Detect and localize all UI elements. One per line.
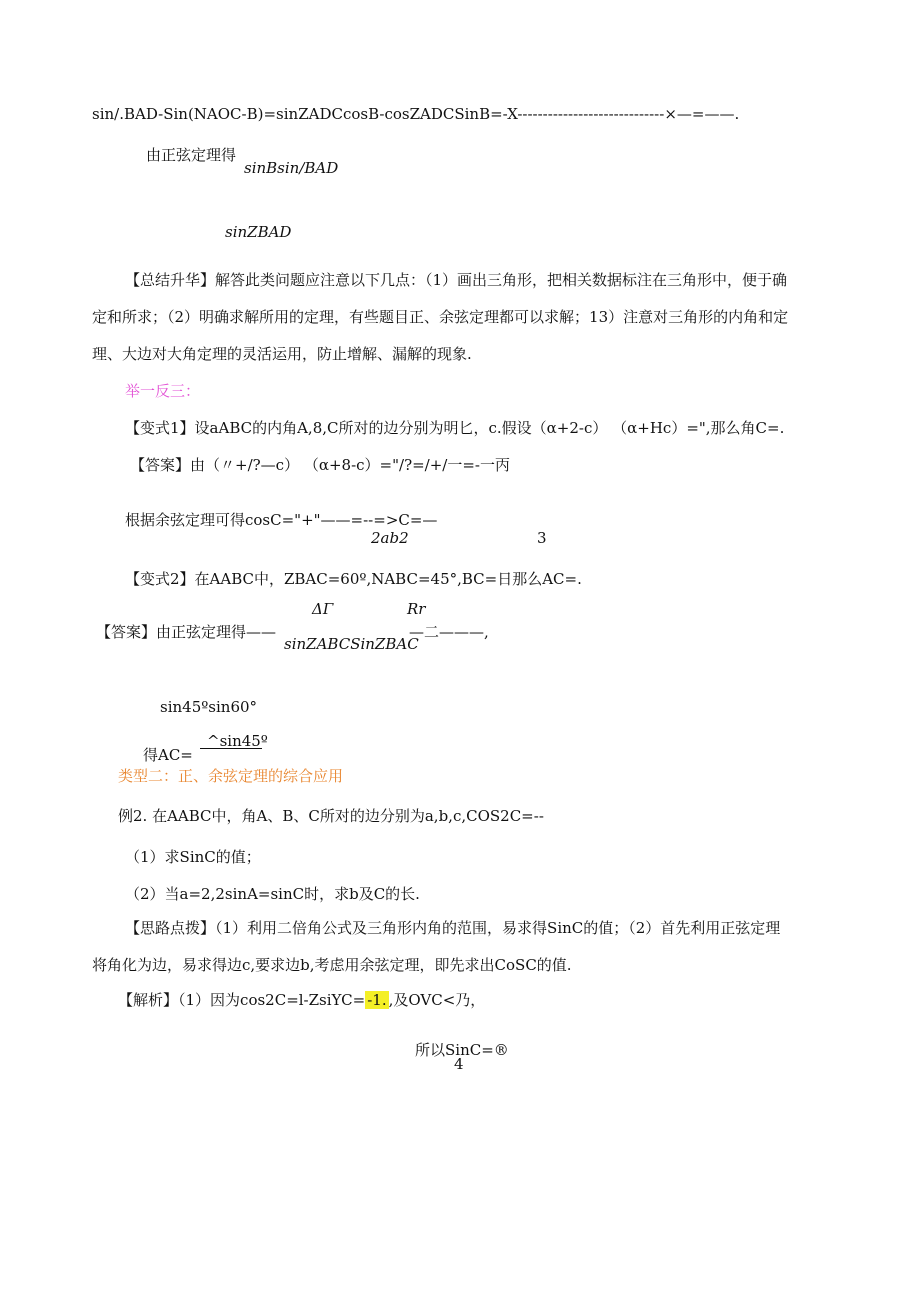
example-2-part-2: （2）当a=2,2sinA=sinC时，求b及C的长. [125, 885, 420, 903]
result-denominator-4: 4 [454, 1055, 464, 1073]
variant-2-question: 【变式2】在AABC中，ZBAC=60º,NABC=45°,BC=日那么AC=. [125, 570, 582, 588]
summary-line-2: 定和所求；（2）明确求解所用的定理，有些题目正、余弦定理都可以求解；13）注意对三角形的内角和定 [92, 308, 789, 326]
variant-2-answer: 【答案】由正弦定理得—— [96, 623, 277, 641]
text-by-sine-law: 由正弦定理得 [146, 146, 237, 164]
fraction-bar [200, 748, 262, 749]
text-get-ac: 得AC= [143, 746, 193, 764]
variant-2-answer-tail: —二———, [409, 623, 489, 641]
fraction-denominator-3: 3 [537, 529, 547, 547]
summary-line-3: 理、大边对大角定理的灵活运用，防止增解、漏解的现象. [92, 345, 472, 363]
solution-text-tail: ,及OVC<乃， [388, 991, 486, 1009]
section-type-2-heading: 类型二：正、余弦定理的综合应用 [118, 767, 344, 785]
formula-sinb-sinbad: sinBsin/BAD [244, 159, 339, 177]
summary-line-1: 【总结升华】解答此类问题应注意以下几点：（1）画出三角形，把相关数据标注在三角形中，便于确 [125, 271, 788, 289]
formula-sin45: ^sin45º [207, 732, 268, 750]
example-2-question: 例2. 在AABC中，角A、B、C所对的边分别为a,b,c,COS2C=-- [118, 807, 544, 825]
result-sinc: 所以SinC=® [415, 1041, 509, 1059]
fraction-denominator-2ab2: 2ab2 [371, 529, 409, 547]
text-by-cosine-law: 根据余弦定理可得cosC="+"——=--=>C=— [125, 511, 438, 529]
variant-1-answer: 【答案】由（〃+/?—c） （α+8-c）="/?=/+/一=-一丙 [130, 456, 510, 474]
example-2-part-1: （1）求SinC的值； [125, 848, 261, 866]
fraction-numerator-ac: ΔΓ [312, 600, 334, 618]
hint-line-2: 将角化为边，易求得边c,要求边b,考虑用余弦定理，即先求出CoSC的值. [92, 956, 572, 974]
equation-sin-bad: sin/.BAD-Sin(NAOC-B)=sinZADCcosB-cosZADCSinB=-X-----------------------------×—=——. [92, 105, 740, 123]
solution-text: 【解析】（1）因为cos2C=l-ZsiYC= [118, 991, 366, 1009]
hint-line-1: 【思路点拨】（1）利用二倍角公式及三角形内角的范围，易求得SinC的值；（2）首先利用正弦定理 [125, 919, 781, 937]
fraction-denominator-sin: sinZABCSinZBAC [284, 635, 419, 653]
formula-sin45-sin60: sin45ºsin60° [160, 698, 258, 716]
formula-sinzbad: sinZBAD [225, 223, 292, 241]
section-practice-heading: 举一反三： [125, 382, 201, 400]
variant-1-question: 【变式1】设aABC的内角A,8,C所对的边分别为明匕，c.假设（α+2-c） （α+Hc）=",那么角C=. [125, 419, 785, 437]
solution-line [118, 990, 485, 1010]
highlighted-value: -1. [367, 991, 387, 1009]
fraction-numerator-br: Rr [407, 600, 426, 618]
